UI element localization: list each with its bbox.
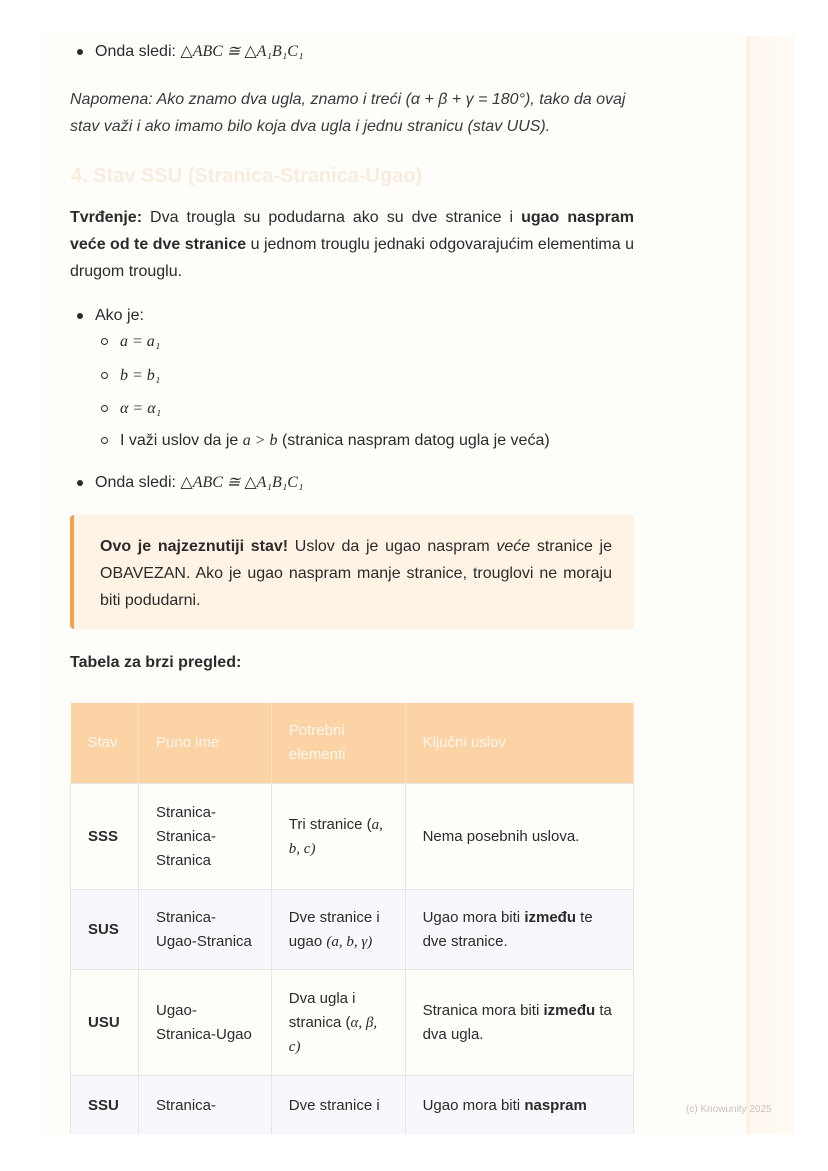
elements-text: Dve stranice i xyxy=(288,1096,380,1114)
elements-text: Dve stranice i ugao xyxy=(288,908,380,950)
cond-pre: Nema posebnih uslova. xyxy=(422,827,580,845)
callout-text-1: Uslov da je ugao naspram xyxy=(288,538,497,555)
condition-extra-suffix: (stranica naspram datog ugla je veća) xyxy=(277,432,550,449)
elements-text: Dva ugla i stranica ( xyxy=(288,989,356,1031)
statement-bold: ugao naspram veće od te dve stranice xyxy=(70,209,635,253)
condition-formula: a = a₁ xyxy=(120,333,161,350)
header-cell: Potrebni elementi xyxy=(271,703,405,784)
cond-bold: naspram xyxy=(524,1096,587,1114)
bullet-dot xyxy=(77,313,83,319)
elements-text: Tri stranice ( xyxy=(288,815,372,833)
statement-label: Tvrđenje: xyxy=(70,209,143,226)
warning-callout xyxy=(70,515,634,629)
sub-bullet-circle xyxy=(101,405,108,412)
cell-condition xyxy=(405,970,633,1076)
cond-pre: Stranica mora biti xyxy=(422,1001,544,1019)
callout-italic: veće xyxy=(496,538,531,555)
condition-formula: b = b₁ xyxy=(120,367,161,384)
cond-pre: Ugao mora biti xyxy=(422,1096,525,1114)
cond-pre: Ugao mora biti xyxy=(422,908,525,926)
table-header-row xyxy=(71,703,634,784)
elements-math: a, b, c) xyxy=(288,816,383,857)
congruence-formula: △ABC ≅ △A₁B₁C₁ xyxy=(180,43,304,60)
summary-table xyxy=(70,703,634,1136)
section-heading: 4. Stav SSU (Stranica-Stranica-Ugao) xyxy=(71,165,423,187)
bullet-dot xyxy=(77,49,83,55)
cell-condition xyxy=(405,890,633,970)
copyright-footer: (c) Knowunity 2025 xyxy=(686,1104,772,1115)
elements-math: α, β, c) xyxy=(288,1014,378,1055)
cell-code: SUS xyxy=(71,890,139,970)
header-cell: Stav xyxy=(71,703,139,784)
table-row xyxy=(71,1076,634,1136)
page-edge-strip xyxy=(746,36,794,1134)
cond-bold: između xyxy=(543,1001,596,1019)
cell-name: Stranica-Ugao-Stranica xyxy=(138,890,271,970)
bullet-prefix: Onda sledi: xyxy=(95,43,181,60)
statement-text-2: u jednom trouglu jednaki odgovarajućim elementima u drugom trouglu. xyxy=(70,236,634,280)
cell-code: SSU xyxy=(71,1076,139,1136)
sub-bullet-circle xyxy=(101,372,108,379)
table-row xyxy=(71,784,634,890)
cond-post: te dve stranice. xyxy=(422,908,593,950)
condition-formula: α = α₁ xyxy=(120,400,162,417)
elements-math: (a, b, γ) xyxy=(326,933,373,950)
table-row xyxy=(71,890,634,970)
cell-code: USU xyxy=(71,970,139,1076)
if-label: Ako je: xyxy=(95,307,144,324)
bullet-dot xyxy=(77,480,83,486)
header-cell: Puno ime xyxy=(138,703,271,784)
cell-elements xyxy=(271,784,405,890)
page-bottom-margin xyxy=(0,1134,828,1171)
note-paragraph: Napomena: Ako znamo dva ugla, znamo i treći (α + β + γ = 180°), tako da ovaj stav važi i ako imamo bilo koja dva ugla i jednu stranicu (stav UUS). xyxy=(70,91,626,135)
condition-extra-prefix: I važi uslov da je xyxy=(120,432,243,449)
cond-bold: između xyxy=(524,908,576,926)
sub-bullet-circle xyxy=(101,437,108,444)
statement-text-1: Dva trougla su podudarna ako su dve stranice i xyxy=(142,209,522,226)
cell-elements xyxy=(271,1076,405,1136)
cell-condition xyxy=(405,784,633,890)
bullet-prefix: Onda sledi: xyxy=(95,474,181,491)
condition-extra-formula: a > b xyxy=(242,432,278,449)
congruence-formula: △ABC ≅ △A₁B₁C₁ xyxy=(180,474,304,491)
cell-name: Stranica-Stranica-Stranica xyxy=(138,784,271,890)
callout-text xyxy=(100,533,612,614)
cell-code: SSS xyxy=(71,784,139,890)
cond-post: ta dva ugla. xyxy=(422,1001,612,1043)
cell-elements xyxy=(271,890,405,970)
table-title: Tabela za brzi pregled: xyxy=(70,654,242,671)
statement-paragraph xyxy=(70,204,634,285)
cell-name: Stranica- xyxy=(138,1076,271,1136)
cell-elements xyxy=(271,970,405,1076)
cell-name: Ugao-Stranica-Ugao xyxy=(138,970,271,1076)
sub-bullet-circle xyxy=(101,338,108,345)
callout-text-2: stranice je OBAVEZAN. Ako je ugao naspram manje stranice, trouglovi ne moraju biti podudarni. xyxy=(100,538,612,609)
header-cell: Ključni uslov xyxy=(405,703,633,784)
cell-condition xyxy=(405,1076,633,1136)
callout-bold: Ovo je najzeznutiji stav! xyxy=(100,538,289,555)
table-row xyxy=(71,970,634,1076)
